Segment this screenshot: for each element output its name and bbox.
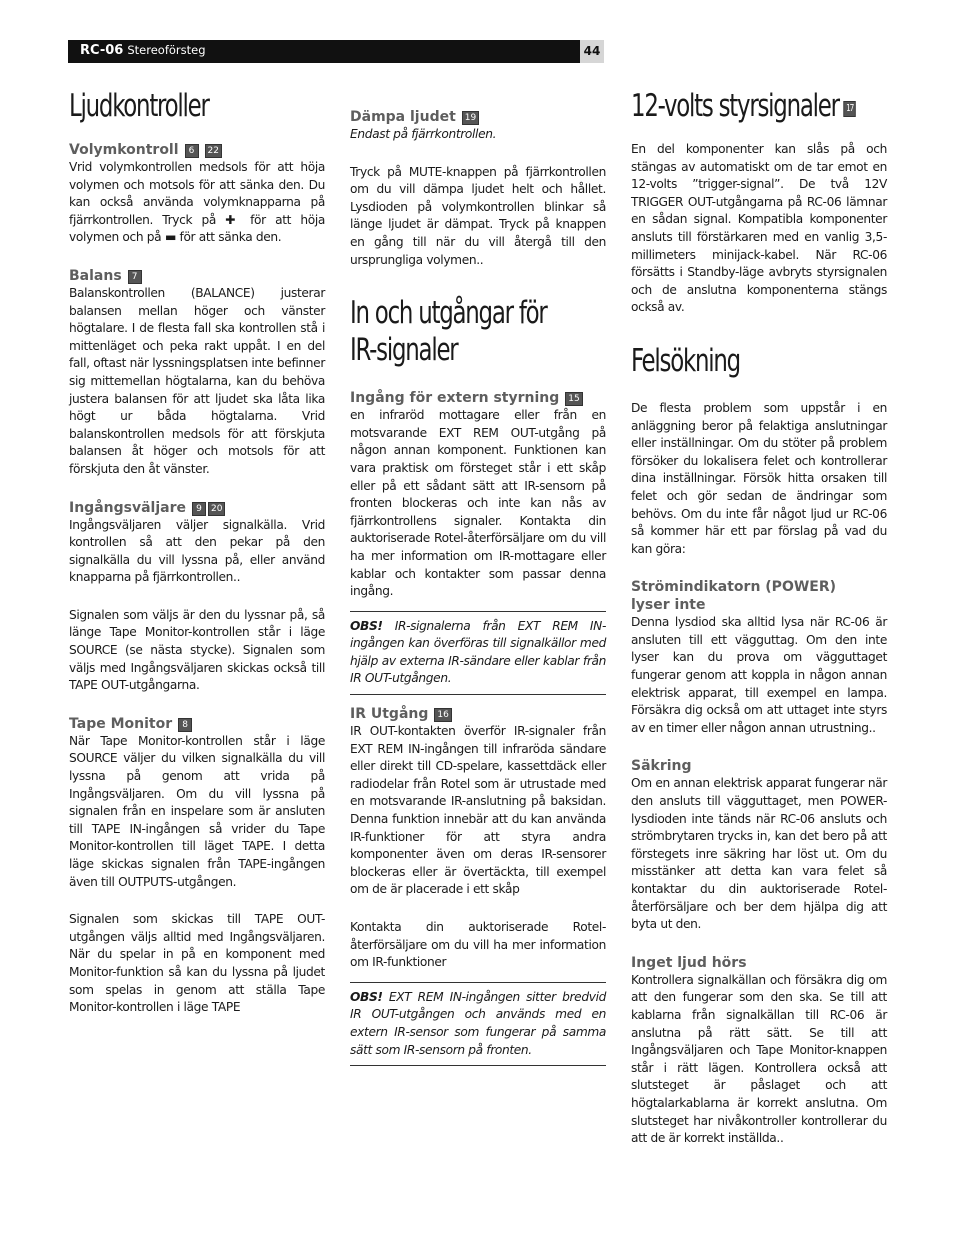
heading-text: Volymkontroll bbox=[69, 142, 179, 158]
ref-badge: 6 bbox=[185, 144, 199, 158]
column-3 bbox=[631, 88, 887, 1148]
heading-text: IR Utgång bbox=[350, 706, 429, 723]
paragraph: en infraröd mottagare eller från en motsvarande EXT REM OUT-utgång på någon annan komponent. Funktionen kan vara praktisk om försteget står i ett skåp eller på ett sådant sätt att IR-sensorn på fronten blockeras och inte kan nås av fjärrkontrollens signaler. Kontakta din auktoriserade Rotel-återförsäljare om du vill ha mer information om IR-mottagare eller kablar och kontakter som passar denna ingång. bbox=[350, 408, 606, 599]
paragraph-note: Endast på fjärrkontrollen. bbox=[350, 127, 497, 141]
paragraph: Denna lysdiod ska alltid lysa när RC-06 är ansluten till ett vägguttag. Om den inte lyser kan du prova om vägguttaget fungerar genom att koppla in någon annan elektrisk apparat, till exempel en lampa. Försäkra dig också om att uttaget inte styrs av en timer eller någon annan utrustning.. bbox=[631, 615, 887, 735]
note-text bbox=[350, 989, 606, 1059]
ref-badge: 9 bbox=[192, 502, 206, 516]
heading-text: Dämpa ljudet bbox=[350, 109, 456, 125]
heading-dampa-ljudet bbox=[350, 108, 606, 126]
ref-badge: 19 bbox=[462, 111, 479, 125]
paragraph: Kontrollera signalkällan och försäkra dig om att den fungerar som den ska. Se till att kablarna från signalkällan till RC-06 är anslutna på rätt sätt. Se till att Ingångsväljaren och Tape Monitor-knappen står i rätt lägen. Kontrollera också att slutsteget är påslaget och att högtalarkablarna är korrekt anslutna. Om slutsteget har nivåkontroller kontrollerar du att de är korrekt inställda.. bbox=[631, 972, 887, 1146]
heading-ir-utgang bbox=[350, 705, 606, 723]
heading-inget-ljud: Inget ljud hörs bbox=[631, 954, 747, 971]
note-label: OBS! bbox=[350, 618, 383, 633]
paragraph: Tryck på MUTE-knappen på fjärrkontrollen om du vill dämpa ljudet helt och hållet. Lysdioden på volymkontrollen blinkar så länge ljudet är dämpat. Tryck på knappen en gång till när du vill återgå till den ursprungliga volymen.. bbox=[350, 164, 606, 267]
title-line: In och utgångar för bbox=[350, 295, 547, 332]
ref-badge: 7 bbox=[128, 270, 142, 284]
page-header bbox=[68, 40, 604, 63]
heading-line: Strömindikatorn (POWER) bbox=[631, 579, 837, 596]
note-body: IR-signalerna från EXT REM IN-ingången kan överföras till signalkällor med hjälp av externa IR-sändare eller kablar från IR OUT-utgången. bbox=[350, 618, 606, 686]
paragraph: IR OUT-kontakten överför IR-signaler från EXT REM IN-ingången till infraröda sändare eller direkt till CD-spelare, kassettdäck eller radiodelar från Rotel som är utrustade med en motsvarande IR-anslutning på baksidan. Denna funktion innebär att du kan använda IR-funktioner för att styra andra komponenter även om deras IR-sensorer blockeras eller är övertäckta, till exempel om de är placerade i ett skåp bbox=[350, 724, 606, 897]
heading-volymkontroll bbox=[69, 141, 325, 159]
section-title-ljudkontroller: Ljudkontroller bbox=[69, 88, 209, 124]
paragraph: Vrid volymkontrollen medsols för att höja volymen och motsols för att sänka den. Du kan också använda volymknapparna på fjärrkontrollen. Tryck på ✚ för att höja volymen och på ▬ för att sänka den. bbox=[69, 160, 325, 245]
note-box bbox=[350, 982, 606, 1066]
paragraph: Balanskontrollen (BALANCE) justerar balansen mellan höger och vänster högtalare. I de flesta fall ska kontrollen stå i mittenläget och peka rakt uppåt. I en del fall, oftast när lyssningsplatsen inte befinner sig mittemellan högtalarna, kan du behöva justera balansen för att ljudet ska låta lika högt ur båda högtalarna. Vrid balanskontrollen medsols för att förskjuta balansen åt höger och motsols för att förskjuta den åt vänster. bbox=[69, 285, 325, 476]
ref-badge: 22 bbox=[205, 144, 222, 158]
paragraph: Signalen som skickas till TAPE OUT-utgången väljs alltid med Ingångsväljaren. När du spelar in på en komponent med Monitor-funktion så kan du lyssna på ljudet som spelas in genom att ställa Tape Monitor-kontrollen i läge TAPE bbox=[69, 912, 325, 1015]
paragraph: En del komponenter kan slås på och stängas av automatiskt om de tar emot en 12-volts ”trigger-signal”. De två 12V TRIGGER OUT-utgångarna på RC-06 lämnar en sådan signal. Kompatibla komponenter ansluts till förstärkaren med en vanlig 3,5-millimeters minijack-kabel. När RC-06 försätts i Standby-läge avbryts styrsignalen och de anslutna komponenterna stängs också av. bbox=[631, 142, 887, 315]
header-title bbox=[80, 43, 206, 58]
heading-line: lyser inte bbox=[631, 597, 706, 614]
heading-power bbox=[631, 578, 887, 614]
note-box bbox=[350, 611, 606, 695]
paragraph: När Tape Monitor-kontrollen står i läge SOURCE väljer du vilken signalkälla du vill lyssna på genom att vrida på Ingångsväljaren. Om du vill lyssna på signalen från en inspelare som är ansluten till TAPE IN-ingången så vrider du Tape Monitor-kontrollen till läget TAPE. I detta läge skickas signalen från TAPE-ingången även till OUTPUTS-utgången. bbox=[69, 733, 325, 889]
column-1 bbox=[69, 88, 325, 1017]
paragraph: Signalen som väljs är den du lyssnar på, så länge Tape Monitor-kontrollen står i läge SOURCE (se nästa stycke). Signalen som väljs med Ingångsväljaren skickas också till TAPE OUT-utgångarna. bbox=[69, 607, 325, 693]
heading-text: Ingångsväljare bbox=[69, 499, 186, 516]
paragraph: Om en annan elektrisk apparat fungerar när den ansluts till vägguttaget, men POWER-lysdioden inte tänds när RC-06 ansluts och strömbrytaren trycks in, kan det bero på att förstegets inre säkring har löst ut. Om du misstänker att detta kan vara felet så kontaktar du din auktoriserade Rotel-återförsäljare och ber dem hjälpa dig att byta ut den. bbox=[631, 776, 887, 932]
ref-badge: 20 bbox=[208, 502, 225, 516]
column-2 bbox=[350, 108, 606, 1066]
heading-text: Balans bbox=[69, 267, 122, 284]
model-name: RC-06 bbox=[80, 43, 124, 58]
header-subtitle: Stereoförsteg bbox=[127, 43, 206, 57]
note-label: OBS! bbox=[350, 989, 383, 1004]
heading-text: Ingång för extern styrning bbox=[350, 390, 560, 407]
section-title-ir-signaler bbox=[350, 295, 560, 369]
ref-badge: 17 bbox=[844, 101, 856, 117]
title-text: 12-volts styrsignaler bbox=[631, 88, 839, 124]
page-number: 44 bbox=[580, 40, 604, 63]
heading-extern-styrning bbox=[350, 389, 606, 407]
note-text bbox=[350, 618, 606, 688]
ref-badge: 8 bbox=[178, 718, 192, 732]
section-title-felsokning: Felsökning bbox=[631, 342, 740, 379]
note-body: EXT REM IN-ingången sitter bredvid IR OUT-utgången och används med en extern IR-sensor som fungerar på samma sätt som IR-sensorn på fronten. bbox=[350, 989, 607, 1057]
heading-balans bbox=[69, 267, 325, 285]
section-title-12-volts bbox=[631, 88, 854, 125]
ref-badge: 16 bbox=[434, 708, 451, 722]
heading-text: Tape Monitor bbox=[69, 715, 173, 732]
heading-tape-monitor bbox=[69, 715, 325, 733]
paragraph: Kontakta din auktoriserade Rotel-återförsäljare om du vill ha mer information om IR-funktioner bbox=[350, 920, 606, 970]
title-line: IR-signaler bbox=[350, 332, 458, 369]
paragraph: Ingångsväljaren väljer signalkälla. Vrid kontrollen så att den pekar på den signalkälla du vill lyssna på, eller använd knapparna på fjärrkontrollen.. bbox=[69, 517, 325, 585]
heading-sakring: Säkring bbox=[631, 758, 692, 775]
paragraph: De flesta problem som uppstår i en anläggning beror på felaktiga anslutningar eller inställningar. Om du stöter på problem försöker du lokalisera felet och kontrollerar dina inställningar. Försök hitta orsaken till felet och gör sedan de ändringar som behövs. Om du inte får något ljud ur RC-06 så kommer här ett par förslag på vad du kan göra: bbox=[631, 400, 887, 556]
heading-ingangsvaljare bbox=[69, 499, 325, 517]
ref-badge: 15 bbox=[565, 392, 582, 406]
